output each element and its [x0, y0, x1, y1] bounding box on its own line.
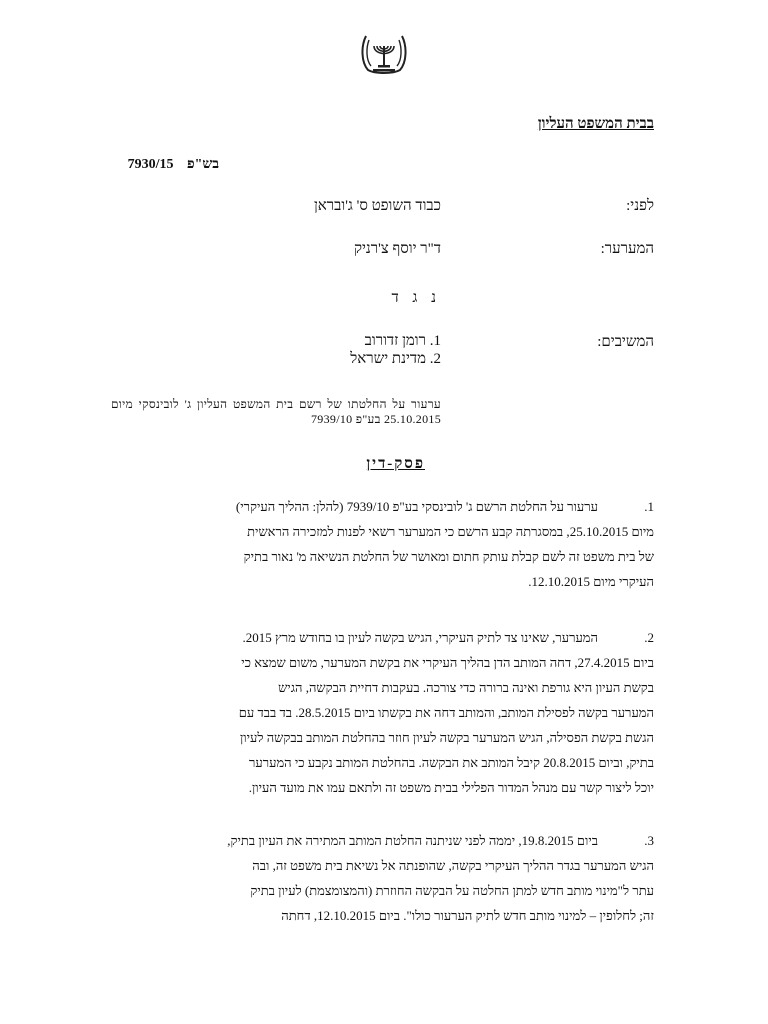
paragraph-number: 1. [644, 499, 654, 514]
paragraph-line: 2.המערער, שאינו צד לתיק העיקרי, הגיש בקשה לעיון בו בחודש מרץ 2015. [114, 625, 654, 650]
versus-label: נ ג ד [391, 290, 441, 306]
paragraph-line: עתר ל"מינוי מותב חדש למתן החלטה על הבקשה החוזרת (והמצומצמת) לעיון בתיק [250, 883, 654, 898]
court-name: בבית המשפט העליון [537, 116, 654, 132]
respondent-item: 2. מדינת ישראל [350, 351, 441, 367]
paragraph-line: של בית משפט זה לשם קבלת עותק חתום ומאושר של החלטת הנשיאה מ' נאור בתיק [243, 549, 654, 564]
paragraph-line: בקשת העיון היא גורפת ואינה ברורה כדי צורכה. בעקבות דחיית הבקשה, הגיש [278, 680, 654, 695]
respondents-list [350, 332, 441, 368]
appellant-label: המערער: [600, 241, 654, 257]
paragraph-number: 3. [644, 833, 654, 848]
paragraph-number: 2. [644, 630, 654, 645]
paragraph-line: העיקרי מיום 12.10.2015. [528, 574, 654, 589]
respondent-item: 1. רומן זדורוב [364, 333, 441, 349]
paragraph-line: זה; לחלופין – למינוי מותב חדש לתיק הערעור כולו". ביום 12.10.2015, דחתה [281, 908, 654, 923]
paragraph-3 [114, 828, 654, 928]
paragraph-line: בתיק, וביום 20.8.2015 קיבל המותב את הבקשה. בהחלטת המותב נקבע כי המערער [248, 755, 654, 770]
appeal-description: ערעור על החלטתו של רשם בית המשפט העליון ג' לובינסקי מיום 25.10.2015 בע"פ 7939/10 [111, 397, 441, 426]
paragraph-line: הגשת בקשת הפסילה, הגיש המערער בקשה לעיון חוזר בהחלטת המותב בבקשה לעיון [239, 730, 654, 745]
paragraph-line: המערער בקשה לפסילת המותב, והמותב דחה את בקשתו ביום 28.5.2015. בד בבד עם [238, 705, 654, 720]
verdict-title: פסק-דין [366, 456, 425, 472]
case-type: בש"פ [186, 157, 219, 172]
case-number-line [128, 157, 219, 173]
appellant-name: ד"ר יוסף צ'רניק [353, 241, 441, 257]
paragraph-line: ביום 27.4.2015, דחה המותב הדן בהליך העיקרי את בקשת המערער, משום שמצא כי [241, 655, 654, 670]
paragraph-line: 1.ערעור על החלטת הרשם ג' לובינסקי בע"פ 7939/10 (להלן: ההליך העיקרי) [114, 494, 654, 519]
paragraph-2 [114, 625, 654, 800]
paragraph-line: הגיש המערער בגדר ההליך העיקרי בקשה, שהופנתה אל נשיאת בית משפט זה, ובה [252, 858, 654, 873]
paragraph-line: מיום 25.10.2015, במסגרתה קבע הרשם כי המערער רשאי לפנות למזכירה הראשית [247, 524, 654, 539]
respondents-label: המשיבים: [597, 334, 654, 350]
paragraph-line: יוכל ליצור קשר עם מנהל המדור הפלילי בבית משפט זה ולתאם עמו את מועד העיון. [248, 780, 654, 795]
before-label: לפני: [626, 198, 654, 214]
judge-name: כבוד השופט ס' ג'ובראן [313, 198, 441, 214]
case-number: 7930/15 [127, 157, 174, 172]
paragraph-line: 3.ביום 19.8.2015, יממה לפני שניתנה החלטת המותב המתירה את העיון בתיק, [114, 828, 654, 853]
state-emblem-icon [358, 32, 410, 76]
paragraph-1 [114, 494, 654, 594]
